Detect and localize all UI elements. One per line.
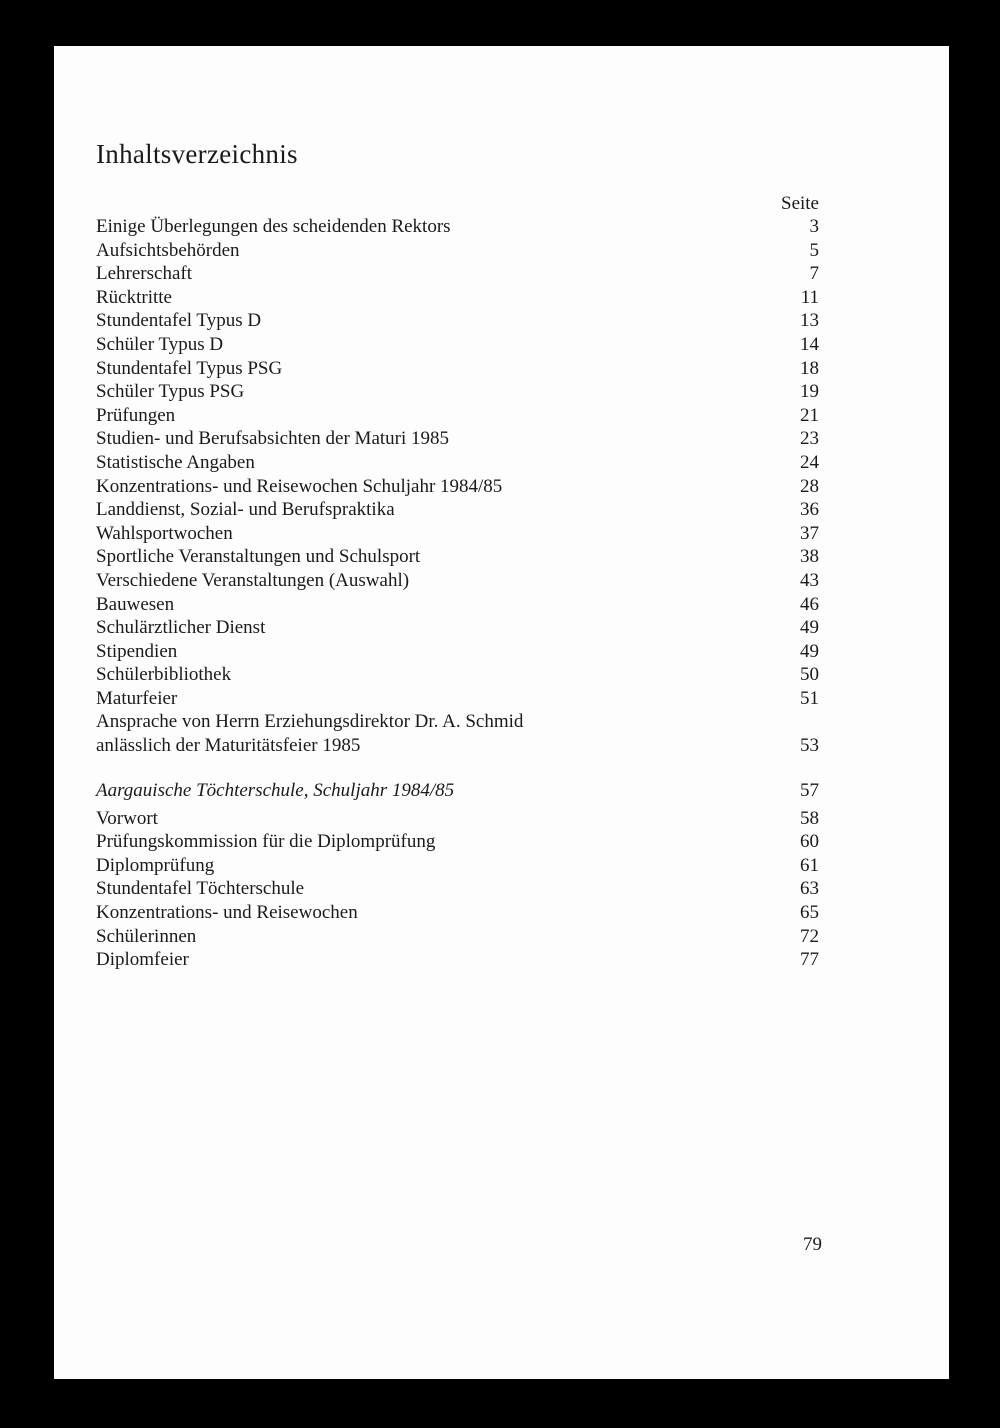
toc-entry [96, 854, 819, 878]
toc-entry-page: 36 [800, 499, 819, 521]
toc-entry-title: Stipendien [96, 640, 178, 662]
toc-entry [96, 710, 819, 734]
toc-entry [96, 404, 819, 428]
toc-entry-page: 21 [800, 404, 819, 426]
toc-entry [96, 239, 819, 263]
toc-entry-page: 63 [800, 878, 819, 900]
toc-entry-title: Bauwesen [96, 593, 175, 615]
toc-entry-title: Statistische Angaben [96, 451, 255, 473]
toc-entry-title: Landdienst, Sozial- und Berufspraktika [96, 499, 395, 521]
toc-entry-page: 37 [800, 522, 819, 544]
toc-entry [96, 262, 819, 286]
toc-list-toechterschule [96, 779, 819, 972]
toc-entry-title: Diplomfeier [96, 949, 189, 971]
toc-entry-title: Schulärztlicher Dienst [96, 617, 266, 639]
toc-entry-page: 53 [800, 735, 819, 757]
toc-entry [96, 498, 819, 522]
toc-entry-page: 43 [800, 569, 819, 591]
toc-entry [96, 380, 819, 404]
toc-entry [96, 901, 819, 925]
toc-entry [96, 640, 819, 664]
toc-entry-page: 5 [809, 239, 819, 261]
toc-entry-title: Wahlsportwochen [96, 522, 233, 544]
toc-section-title: Aargauische Töchterschule, Schuljahr 1984/85 [96, 780, 455, 801]
toc-section-heading [96, 779, 819, 803]
toc-entry-title: Prüfungen [96, 404, 176, 426]
toc-entry-title: Diplomprüfung [96, 854, 215, 876]
toc-entry-page: 19 [800, 381, 819, 403]
toc-entry-title: Aufsichtsbehörden [96, 239, 240, 261]
toc-entry-title: Prüfungskommission für die Diplomprüfung [96, 831, 436, 853]
toc-entry-title: Sportliche Veranstaltungen und Schulsport [96, 546, 421, 568]
toc-entry-page: 65 [800, 901, 819, 923]
toc-entry [96, 663, 819, 687]
toc-entry [96, 925, 819, 949]
toc-entry [96, 215, 819, 239]
toc-entry [96, 687, 819, 711]
toc-entry-page: 18 [800, 357, 819, 379]
toc-entry-page: 46 [800, 593, 819, 615]
toc-list-main [96, 215, 819, 758]
toc-entry [96, 475, 819, 499]
toc-entry [96, 545, 819, 569]
toc-entry [96, 286, 819, 310]
toc-entry [96, 877, 819, 901]
toc-entry [96, 830, 819, 854]
toc-entry-page: 50 [800, 664, 819, 686]
toc-entry-title: Schülerbibliothek [96, 664, 232, 686]
toc-entry-title: Verschiedene Veranstaltungen (Auswahl) [96, 569, 410, 591]
toc-entry-title: Schülerinnen [96, 925, 197, 947]
toc-entry-page: 3 [809, 216, 819, 237]
toc-entry-page: 24 [800, 451, 819, 473]
toc-entry-title: Ansprache von Herrn Erziehungsdirektor Dr. A. Schmid [96, 711, 524, 733]
toc-entry [96, 948, 819, 972]
toc-entry-page: 23 [800, 428, 819, 450]
toc-entry [96, 593, 819, 617]
toc-entry-page: 7 [809, 263, 819, 285]
toc-entry-page: 60 [800, 831, 819, 853]
page-title: Inhaltsverzeichnis [96, 139, 298, 169]
toc-entry [96, 427, 819, 451]
toc-entry [96, 333, 819, 357]
toc-entry-title: Konzentrations- und Reisewochen Schuljahr 1984/85 [96, 475, 503, 497]
toc-entry-title: Schüler Typus D [96, 333, 224, 355]
toc-entry-title: Einige Überlegungen des scheidenden Rektors [96, 216, 451, 237]
toc-entry-title: Vorwort [96, 807, 158, 829]
toc-section-page: 57 [800, 780, 819, 801]
toc-entry-title: Maturfeier [96, 687, 178, 709]
toc-entry-title: anlässlich der Maturitätsfeier 1985 [96, 735, 361, 757]
toc-entry-page: 28 [800, 475, 819, 497]
toc-entry-page: 13 [800, 310, 819, 332]
toc-entry [96, 451, 819, 475]
toc-entry-page: 51 [800, 687, 819, 709]
toc-entry-title: Lehrerschaft [96, 263, 192, 285]
toc-entry [96, 522, 819, 546]
document-page [54, 46, 949, 1379]
toc-entry-page: 38 [800, 546, 819, 568]
toc-entry-page: 61 [800, 854, 819, 876]
toc-entry-page: 11 [800, 286, 819, 308]
toc-entry-title: Stundentafel Typus PSG [96, 357, 283, 379]
toc-entry-title: Konzentrations- und Reisewochen [96, 901, 358, 923]
toc-entry-title: Schüler Typus PSG [96, 381, 245, 403]
toc-entry [96, 569, 819, 593]
toc-entry-page: 14 [800, 333, 819, 355]
toc-entry-page: 58 [800, 807, 819, 829]
toc-entry-title: Stundentafel Typus D [96, 310, 262, 332]
toc-entry [96, 616, 819, 640]
toc-entry-title: Studien- und Berufsabsichten der Maturi 1985 [96, 428, 450, 450]
toc-entry-page: 49 [800, 617, 819, 639]
toc-entry [96, 734, 819, 758]
toc-entry [96, 309, 819, 333]
toc-entry-page: 49 [800, 640, 819, 662]
toc-entry-page: 77 [800, 949, 819, 971]
toc-entry [96, 357, 819, 381]
toc-entry [96, 807, 819, 831]
toc-entry-title: Rücktritte [96, 286, 172, 308]
page-number: 79 [803, 1234, 822, 1255]
page-column-label: Seite [781, 193, 819, 214]
toc-entry-title: Stundentafel Töchterschule [96, 878, 305, 900]
toc-entry-page: 72 [800, 925, 819, 947]
